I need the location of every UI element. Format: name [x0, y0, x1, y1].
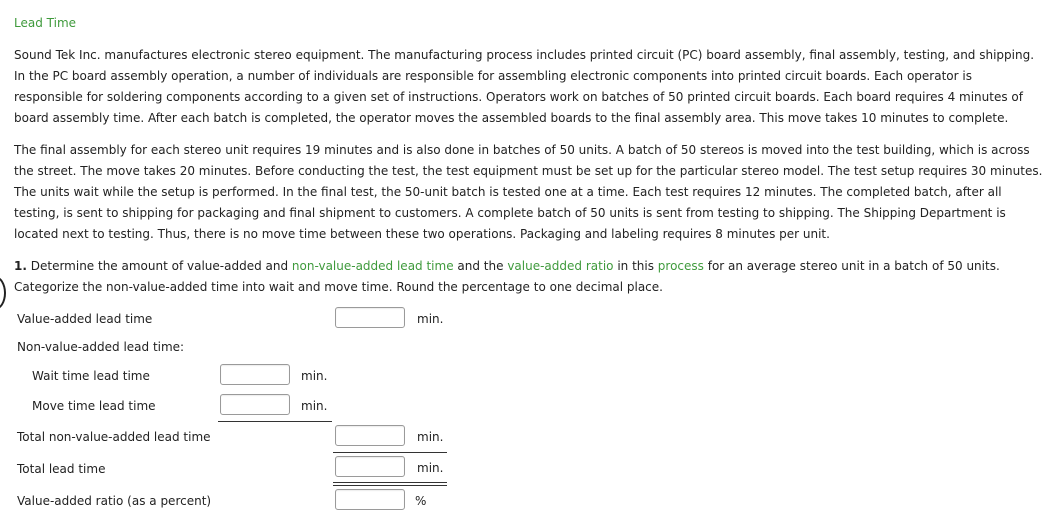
marker-circle-icon — [0, 276, 6, 310]
link-non-value-added-lead-time[interactable]: non-value-added lead time — [291, 259, 454, 273]
wait-time-label: Wait time lead time — [32, 369, 150, 383]
problem-paragraph-1: Sound Tek Inc. manufactures electronic stereo equipment. The manufacturing process includes printed circuit (PC) board assembly, final assembly, testing, and shipping. In the PC board assembly operation, a number of individuals are responsible for assembling electronic components into printed circuit boards. Each operator is responsible for soldering components according to a given set of instructions. Operators work on batches of 50 printed circuit boards. Each board requires 4 minutes of board assembly time. After each batch is completed, the operator moves the assembled boards to the final assembly area. This move takes 10 minutes to complete. — [14, 48, 1035, 125]
total-lead-label: Total lead time — [17, 462, 106, 476]
total-lead-input[interactable] — [335, 456, 405, 477]
ratio-unit: % — [415, 494, 427, 508]
question-text-4: for an average stereo unit in a batch of 50 units. Categorize the non-value-added time into wait and move time. Round the percentage to one decimal place. — [14, 259, 1000, 294]
subtotal-divider — [218, 421, 332, 422]
value-added-label: Value-added lead time — [17, 312, 153, 326]
move-time-unit: min. — [301, 399, 328, 413]
move-time-label: Move time lead time — [32, 399, 156, 413]
value-added-input[interactable] — [335, 307, 405, 328]
nva-header: Non-value-added lead time: — [17, 340, 185, 354]
move-time-input[interactable] — [220, 394, 290, 415]
link-process[interactable]: process — [657, 259, 704, 273]
total-nva-unit: min. — [417, 430, 444, 444]
total-nva-input[interactable] — [335, 425, 405, 446]
ratio-label: Value-added ratio (as a percent) — [17, 494, 212, 508]
double-underline-bottom — [333, 485, 447, 486]
wait-time-input[interactable] — [220, 364, 290, 385]
question-number: 1. — [14, 259, 27, 273]
problem-paragraph-2: The final assembly for each stereo unit requires 19 minutes and is also done in batches of 50 units. A batch of 50 stereos is moved into the test building, which is across the street. The move takes 20 minutes. Before conducting the test, the test equipment must be set up for the particular stereo model. The test setup requires 30 minutes. The units wait while the setup is performed. In the final test, the 50-unit batch is tested one at a time. Each test requires 12 minutes. The completed batch, after all testing, is sent to shipping for packaging and final shipment to customers. A complete batch of 50 units is sent from testing to shipping. The Shipping Department is located next to testing. Thus, there is no move time between these two operations. Packaging and labeling requires 8 minutes per unit. — [14, 143, 1043, 241]
link-value-added-ratio[interactable]: value-added ratio — [507, 259, 614, 273]
total-lead-unit: min. — [417, 461, 444, 475]
question-text-1: Determine the amount of value-added and — [26, 259, 292, 273]
wait-time-unit: min. — [301, 369, 328, 383]
double-underline-top — [333, 482, 447, 483]
question-text-2: and the — [453, 259, 508, 273]
question-1 — [14, 256, 1044, 298]
question-text-3: in this — [613, 259, 658, 273]
total-nva-label: Total non-value-added lead time — [17, 430, 211, 444]
value-added-unit: min. — [417, 312, 444, 326]
total-divider — [333, 452, 447, 453]
page-title: Lead Time — [14, 16, 77, 30]
ratio-input[interactable] — [335, 489, 405, 510]
